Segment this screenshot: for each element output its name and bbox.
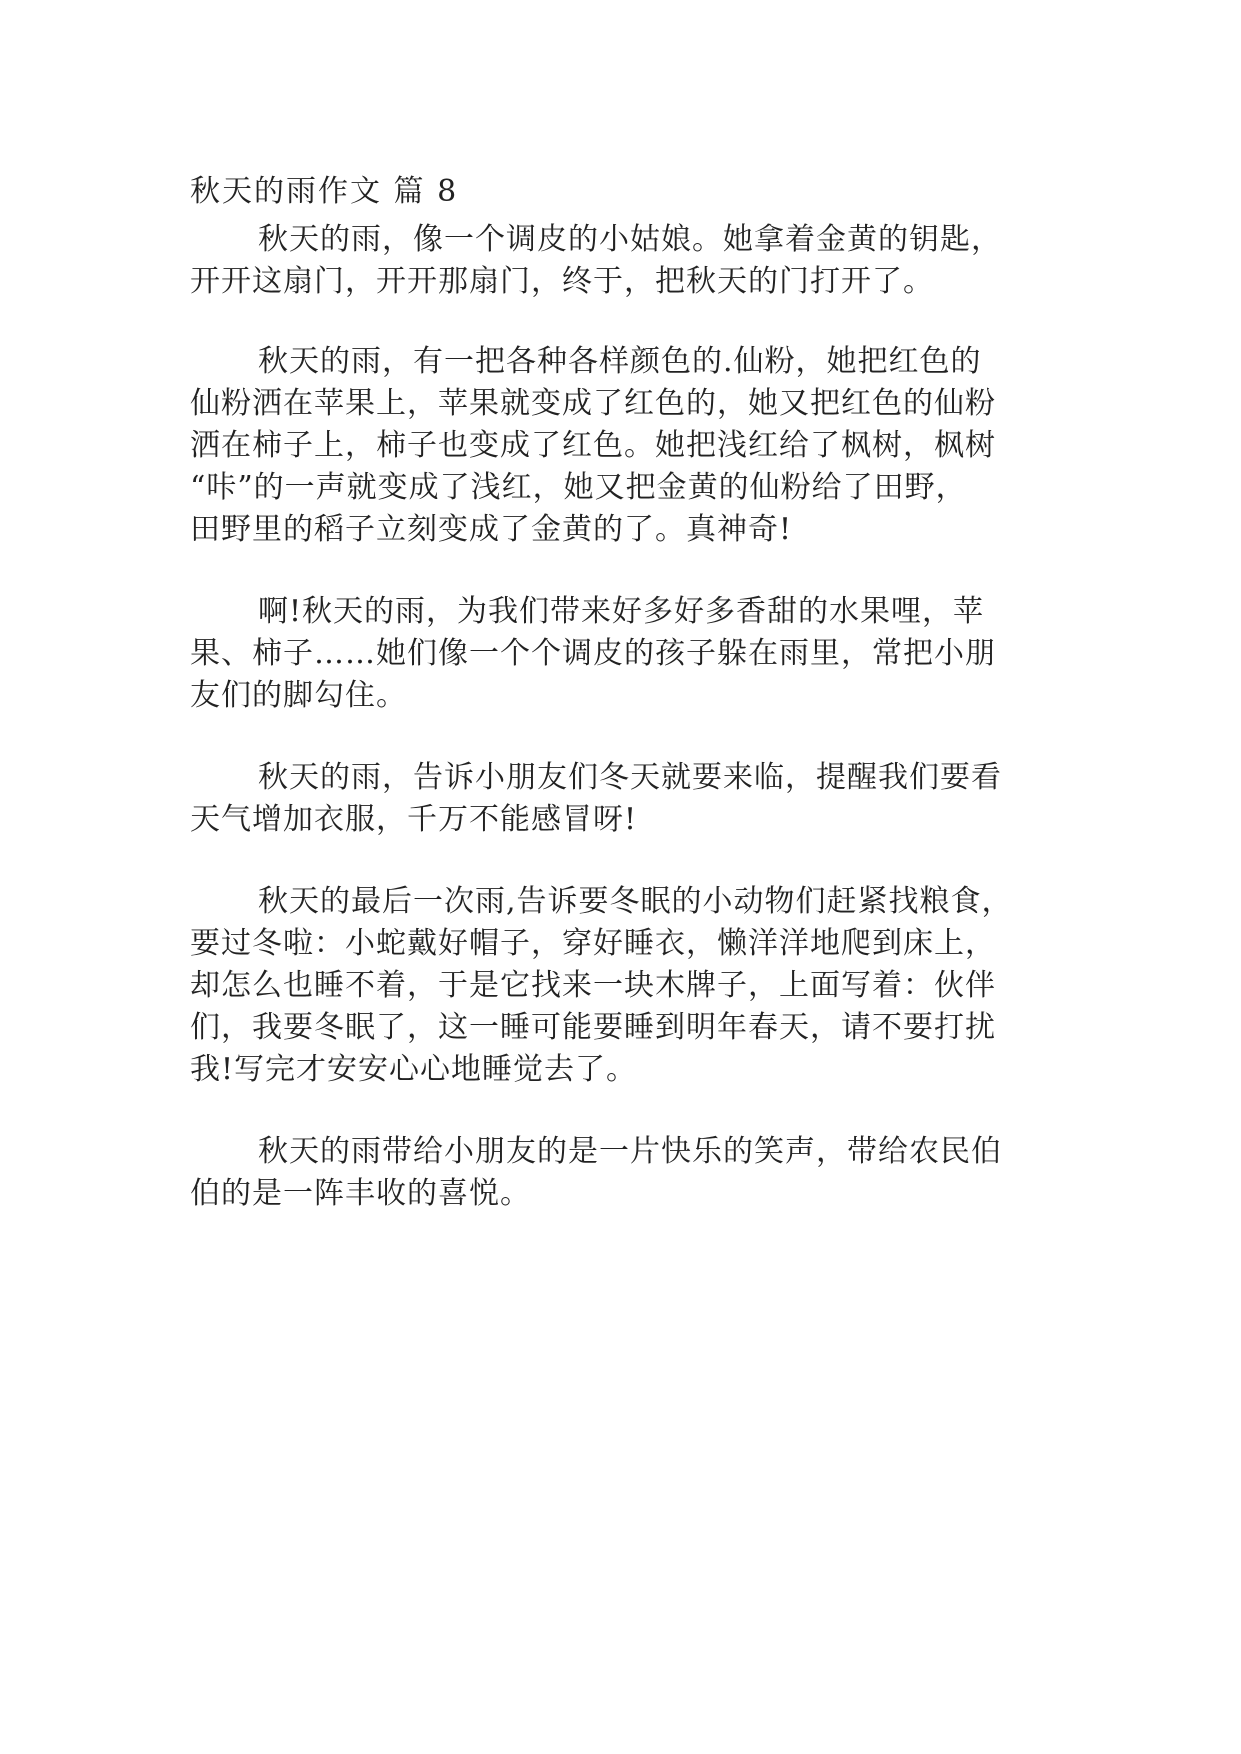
paragraph-2-line-4: “咔”的一声就变成了浅红，她又把金黄的仙粉给了田野， — [190, 470, 967, 505]
paragraph-3-line-3: 友们的脚勾住。 — [190, 678, 407, 713]
paragraph-5-line-4: 们，我要冬眠了，这一睡可能要睡到明年春天，请不要打扰 — [190, 1010, 996, 1045]
paragraph-2-line-1: 秋天的雨，有一把各种各样颜色的.仙粉，她把红色的 — [258, 344, 982, 379]
paragraph-2-line-2: 仙粉洒在苹果上，苹果就变成了红色的，她又把红色的仙粉 — [190, 386, 996, 421]
paragraph-3-line-2: 果、柿子……她们像一个个调皮的孩子躲在雨里，常把小朋 — [190, 636, 996, 671]
document-title: 秋天的雨作文 篇 8 — [190, 174, 459, 209]
paragraph-4-line-1: 秋天的雨，告诉小朋友们冬天就要来临，提醒我们要看 — [258, 760, 1002, 795]
paragraph-5-line-1: 秋天的最后一次雨,告诉要冬眠的小动物们赶紧找粮食， — [258, 884, 1013, 919]
paragraph-1-line-2: 开开这扇门，开开那扇门，终于，把秋天的门打开了。 — [190, 264, 934, 299]
paragraph-2-line-3: 洒在柿子上，柿子也变成了红色。她把浅红给了枫树，枫树 — [190, 428, 996, 463]
paragraph-6-line-2: 伯的是一阵丰收的喜悦。 — [190, 1176, 531, 1211]
paragraph-4-line-2: 天气增加衣服，千万不能感冒呀! — [190, 802, 638, 837]
paragraph-3-line-1: 啊!秋天的雨，为我们带来好多好多香甜的水果哩，苹 — [258, 594, 985, 629]
paragraph-5-line-5: 我!写完才安安心心地睡觉去了。 — [190, 1052, 638, 1087]
paragraph-1-line-1: 秋天的雨，像一个调皮的小姑娘。她拿着金黄的钥匙， — [258, 222, 1002, 257]
paragraph-5-line-2: 要过冬啦：小蛇戴好帽子，穿好睡衣，懒洋洋地爬到床上， — [190, 926, 996, 961]
paragraph-6-line-1: 秋天的雨带给小朋友的是一片快乐的笑声，带给农民伯 — [258, 1134, 1002, 1169]
paragraph-5-line-3: 却怎么也睡不着，于是它找来一块木牌子，上面写着：伙伴 — [190, 968, 996, 1003]
paragraph-2-line-5: 田野里的稻子立刻变成了金黄的了。真神奇! — [190, 512, 793, 547]
